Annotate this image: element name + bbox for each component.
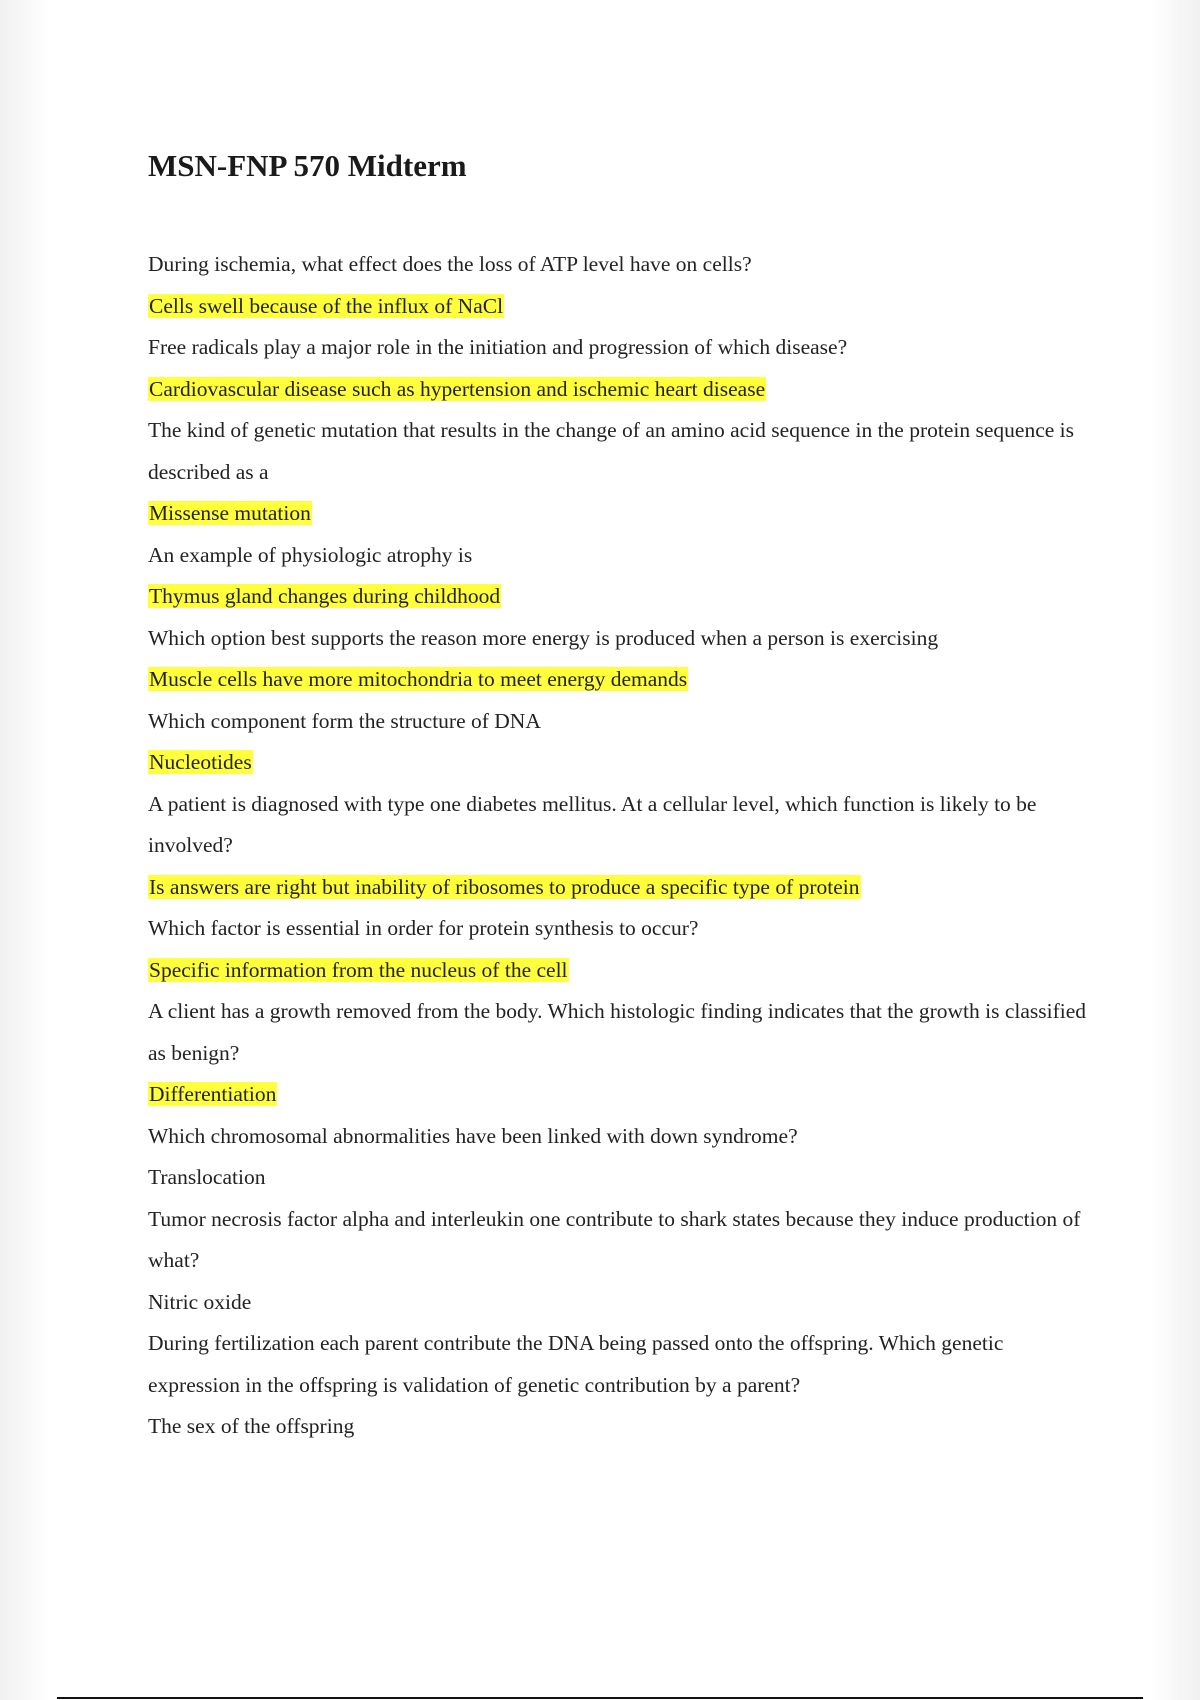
highlighted-answer: Thymus gland changes during childhood [149, 584, 501, 608]
answer-text [148, 493, 1088, 535]
scan-shadow-right [1150, 0, 1200, 1700]
highlighted-answer: Specific information from the nucleus of the cell [149, 957, 568, 982]
highlighted-answer: Muscle cells have more mitochondria to meet energy demands [149, 667, 688, 691]
highlighted-answer: Missense mutation [149, 501, 311, 525]
question-text: An example of physiologic atrophy is [148, 542, 473, 567]
answer-text [148, 1074, 1088, 1116]
footer-divider [57, 1697, 1143, 1699]
question-text: A client has a growth removed from the body. Which histologic finding indicates that the growth is classified as benign? [148, 999, 1087, 1065]
answer-text: Nitric oxide [148, 1289, 252, 1314]
scan-shadow-left [0, 0, 50, 1700]
answer-text [148, 867, 1088, 909]
question-text: During fertilization each parent contribute the DNA being passed onto the offspring. Which genetic expression in the offspring is validation of genetic contribution by a parent? [148, 1331, 1004, 1397]
document-title: MSN-FNP 570 Midterm [148, 148, 467, 183]
question-text: Which chromosomal abnormalities have been linked with down syndrome? [148, 1123, 798, 1148]
question-text: Which factor is essential in order for protein synthesis to occur? [148, 916, 699, 940]
highlighted-answer: Nucleotides [149, 750, 252, 774]
answer-text [148, 576, 1088, 618]
answer-text [148, 659, 1088, 701]
highlighted-answer: Cardiovascular disease such as hypertension and ischemic heart disease [149, 376, 766, 401]
answer-text [148, 742, 1088, 784]
question-text: A patient is diagnosed with type one diabetes mellitus. At a cellular level, which function is likely to be involved? [148, 791, 1037, 857]
highlighted-answer: Cells swell because of the influx of NaCl [149, 293, 504, 318]
question-text: Which option best supports the reason more energy is produced when a person is exercising [148, 625, 939, 650]
question-text: Free radicals play a major role in the initiation and progression of which disease? [148, 335, 848, 359]
answer-text: The sex of the offspring [148, 1414, 355, 1438]
highlighted-answer: Is answers are right but inability of ribosomes to produce a specific type of protein [149, 874, 860, 899]
answer-text [148, 950, 1088, 992]
answer-text: Translocation [148, 1165, 266, 1189]
question-text: Tumor necrosis factor alpha and interleukin one contribute to shark states because they induce production of what? [148, 1206, 1081, 1272]
question-text: Which component form the structure of DNA [148, 708, 541, 733]
qa-list [148, 244, 1088, 1448]
highlighted-answer: Differentiation [149, 1082, 277, 1106]
answer-text [148, 369, 1088, 411]
question-text: The kind of genetic mutation that results in the change of an amino acid sequence in the protein sequence is described as a [148, 418, 1074, 484]
question-text: During ischemia, what effect does the loss of ATP level have on cells? [148, 252, 752, 276]
answer-text [148, 286, 1088, 328]
